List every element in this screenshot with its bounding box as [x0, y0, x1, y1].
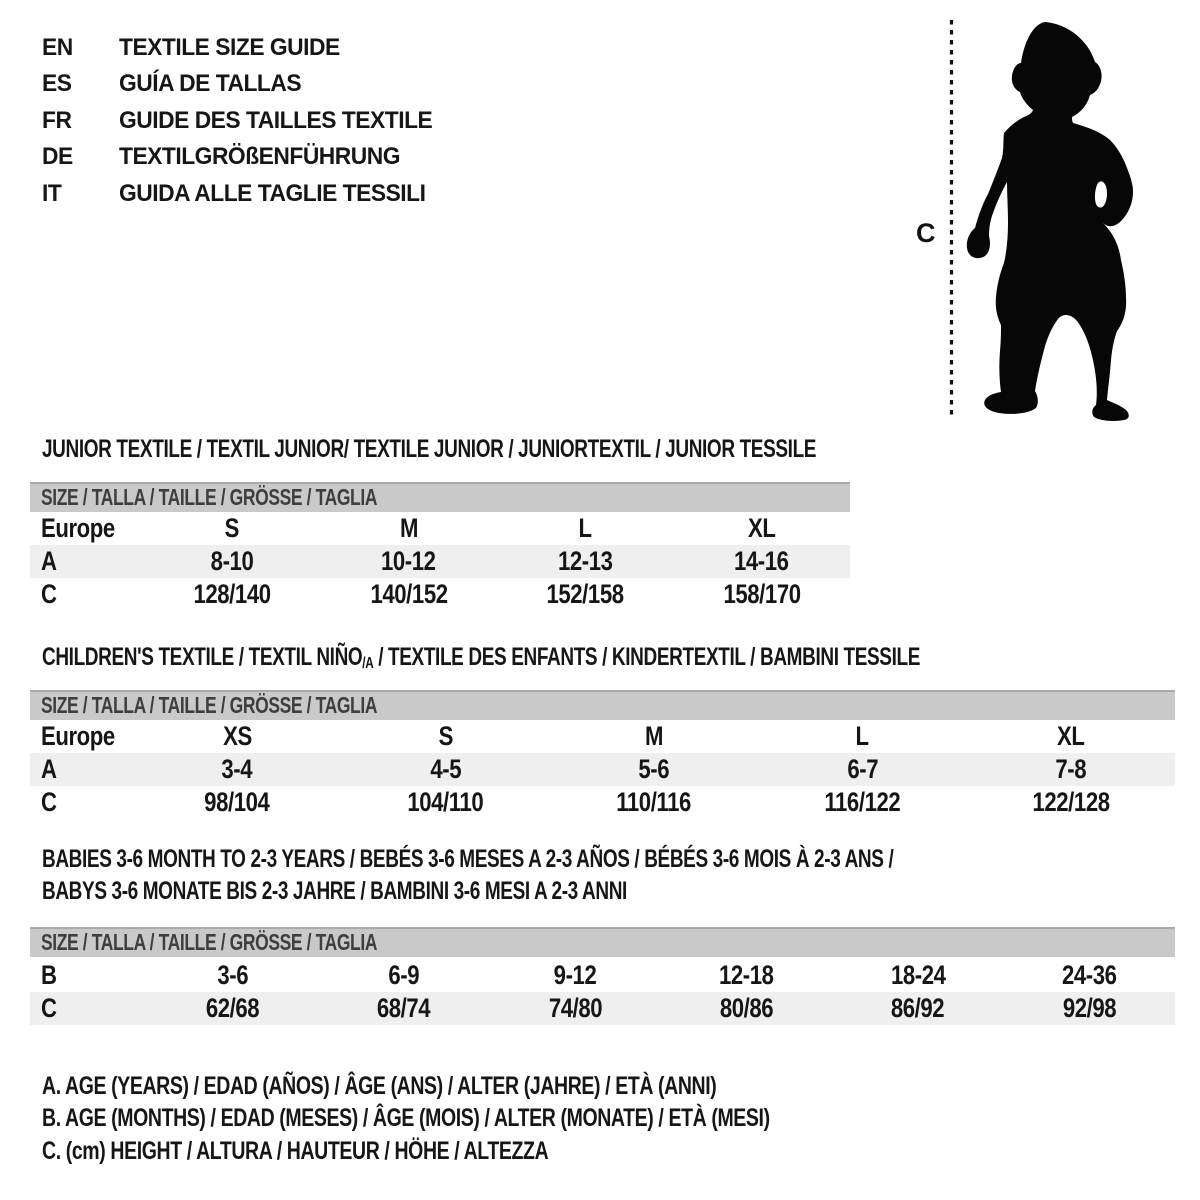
row-label-text: B — [41, 960, 57, 990]
table-row — [30, 992, 1175, 1025]
section-title-line — [30, 846, 1175, 878]
table-cell-text: M — [644, 721, 664, 751]
table-cell-text: 6-7 — [847, 754, 878, 784]
row-label-text: Europe — [41, 513, 115, 543]
section-title-text — [42, 436, 816, 462]
table-row — [30, 786, 1175, 819]
table-cell-text: 158/170 — [723, 579, 801, 609]
table-cell-text: L — [855, 721, 869, 751]
language-code-text: EN — [42, 34, 73, 61]
table-cell — [1004, 959, 1175, 992]
size-header-bar — [30, 927, 1175, 957]
language-title — [119, 30, 351, 66]
toddler-silhouette-icon — [967, 22, 1133, 421]
row-label-text: C — [41, 993, 57, 1023]
table-cell — [550, 720, 758, 753]
table-cell — [133, 786, 341, 819]
table-cell — [133, 720, 341, 753]
table-cell-text: XL — [748, 513, 776, 543]
size-table — [30, 959, 1175, 1025]
table-cell — [133, 753, 341, 786]
table-cell — [144, 578, 321, 611]
table-cell-text: 8-10 — [210, 546, 254, 576]
table-cell-text: XL — [1057, 721, 1085, 751]
row-label — [30, 992, 147, 1025]
baby-height-figure — [900, 10, 1160, 430]
row-label-text: C — [41, 787, 57, 817]
table-cell-text: 12-13 — [557, 546, 613, 576]
row-label-text: C — [41, 579, 57, 609]
table-cell-text: 62/68 — [205, 993, 260, 1023]
section-title-line — [30, 878, 1175, 910]
language-code — [42, 176, 119, 212]
table-cell-text: S — [225, 513, 240, 543]
title-segment: JUNIOR TEXTILE / TEXTIL JUNIOR/ TEXTILE JUNIOR / JUNIORTEXTIL / JUNIOR TESSILE — [42, 435, 817, 463]
table-cell — [341, 720, 549, 753]
table-row — [30, 753, 1175, 786]
table-cell-text: L — [578, 513, 592, 543]
language-title-text: GUIDA ALLE TAGLIE TESSILI — [119, 179, 426, 207]
section-title — [30, 846, 1175, 910]
section-title — [30, 644, 1175, 676]
row-label — [30, 753, 133, 786]
table-row — [30, 959, 1175, 992]
table-cell-text: 110/116 — [616, 787, 692, 817]
table-cell-text: 4-5 — [430, 754, 461, 784]
language-row — [42, 103, 449, 139]
table-cell-text: 152/158 — [546, 579, 624, 609]
language-title-text: GUIDE DES TAILLES TEXTILE — [119, 106, 433, 134]
table-cell-text: 10-12 — [381, 546, 437, 576]
table-cell — [832, 959, 1003, 992]
table-cell — [490, 992, 661, 1025]
table-cell-text: M — [399, 513, 418, 543]
size-header-bar — [30, 690, 1175, 720]
language-code-text: IT — [42, 179, 62, 207]
table-cell-text: 128/140 — [193, 579, 271, 609]
size-table — [30, 720, 1175, 819]
table-cell-text: 7-8 — [1055, 754, 1087, 784]
section-childrens-textile — [30, 643, 1175, 817]
row-label — [30, 786, 133, 819]
table-cell-text: 92/98 — [1062, 993, 1116, 1023]
legend-line-text: A. AGE (YEARS) / EDAD (AÑOS) / ÂGE (ANS) / ALTER (JAHRE) / ETÀ (ANNI) — [42, 1072, 717, 1100]
legend-line-text: C. (cm) HEIGHT / ALTURA / HAUTEUR / HÖHE / ALTEZZA — [42, 1136, 549, 1165]
table-row — [30, 720, 1175, 753]
language-code — [42, 103, 119, 139]
table-cell — [1004, 992, 1175, 1025]
table-cell — [497, 512, 674, 545]
table-cell — [341, 786, 549, 819]
language-code — [42, 66, 119, 102]
row-label-text: A — [41, 754, 57, 784]
row-label — [30, 959, 147, 992]
size-header-text: SIZE / TALLA / TAILLE / GRÖSSE / TAGLIA — [41, 692, 378, 718]
table-cell — [550, 753, 758, 786]
section-title — [30, 436, 850, 468]
title-segment: BABYS 3-6 MONATE BIS 2-3 JAHRE / BAMBINI 3-6 MESI A 2-3 ANNI — [42, 877, 627, 905]
table-cell-text: 74/80 — [548, 993, 603, 1023]
language-row — [42, 176, 449, 212]
language-title-text: TEXTILE SIZE GUIDE — [119, 34, 340, 61]
table-cell-text: 140/152 — [370, 579, 448, 609]
table-cell — [147, 992, 318, 1025]
table-cell — [341, 753, 549, 786]
table-cell-text: 116/122 — [824, 787, 901, 817]
height-measure-label: C — [916, 218, 936, 248]
table-cell-text: 86/92 — [891, 993, 945, 1023]
table-cell-text: XS — [222, 721, 252, 751]
table-row — [30, 578, 850, 611]
measurement-legend — [42, 1070, 975, 1167]
table-cell-text: S — [438, 721, 453, 751]
table-cell — [758, 786, 966, 819]
language-row — [42, 30, 449, 66]
language-title — [119, 66, 311, 102]
section-babies-textile — [30, 845, 1175, 1023]
table-row — [30, 545, 850, 578]
table-cell — [661, 992, 832, 1025]
table-cell-text: 104/110 — [407, 787, 484, 817]
table-cell-text: 14-16 — [734, 546, 790, 576]
table-cell-text: 122/128 — [1032, 787, 1110, 817]
language-title-list — [42, 30, 449, 212]
table-cell — [497, 578, 674, 611]
table-cell-text: 24-36 — [1062, 960, 1117, 990]
section-title-text — [42, 644, 920, 677]
table-cell — [967, 753, 1175, 786]
table-cell — [318, 992, 489, 1025]
table-cell — [147, 959, 318, 992]
size-header-text: SIZE / TALLA / TAILLE / GRÖSSE / TAGLIA — [41, 929, 378, 955]
language-title — [119, 176, 442, 212]
table-cell — [321, 545, 498, 578]
title-segment: CHILDREN'S TEXTILE / TEXTIL NIÑO — [42, 643, 363, 671]
table-cell-text: 18-24 — [890, 960, 946, 990]
table-cell — [674, 578, 851, 611]
size-header-text: SIZE / TALLA / TAILLE / GRÖSSE / TAGLIA — [41, 484, 378, 510]
table-cell-text: 12-18 — [719, 960, 774, 990]
language-row — [42, 66, 449, 102]
language-title — [119, 139, 415, 175]
section-junior-textile — [30, 435, 850, 609]
table-cell-text: 68/74 — [377, 993, 431, 1023]
table-cell-text: 3-4 — [221, 754, 253, 784]
table-cell — [144, 545, 321, 578]
table-cell — [967, 786, 1175, 819]
table-cell — [832, 992, 1003, 1025]
table-cell — [497, 545, 674, 578]
table-cell — [490, 959, 661, 992]
table-cell-text: 9-12 — [553, 960, 597, 990]
language-row — [42, 139, 449, 175]
row-label-text: Europe — [41, 721, 115, 751]
table-cell — [144, 512, 321, 545]
legend-line — [42, 1102, 975, 1134]
section-title-line — [30, 436, 850, 468]
language-title-text: TEXTILGRÖßENFÜHRUNG — [119, 143, 401, 171]
section-title-text — [42, 878, 627, 904]
table-cell — [318, 959, 489, 992]
language-code-text: ES — [42, 70, 72, 98]
table-cell-text: 5-6 — [638, 754, 670, 784]
row-label-text: A — [41, 546, 57, 576]
row-label — [30, 545, 144, 578]
table-cell-text: 3-6 — [217, 960, 249, 990]
row-label — [30, 720, 133, 753]
legend-line-text: B. AGE (MONTHS) / EDAD (MESES) / ÂGE (MOIS) / ALTER (MONATE) / ETÀ (MESI) — [42, 1104, 770, 1133]
title-segment: BABIES 3-6 MONTH TO 2-3 YEARS / BEBÉS 3-6 MESES A 2-3 AÑOS / BÉBÉS 3-6 MOIS À 2-3 ANS / — [42, 845, 894, 873]
legend-line — [42, 1070, 975, 1102]
table-cell — [758, 720, 966, 753]
table-cell — [321, 578, 498, 611]
language-code-text: FR — [42, 106, 72, 134]
table-cell — [674, 545, 851, 578]
row-label — [30, 578, 144, 611]
legend-line — [42, 1135, 975, 1167]
title-segment: / TEXTILE DES ENFANTS / KINDERTEXTIL / BAMBINI TESSILE — [373, 643, 921, 671]
size-table — [30, 512, 850, 611]
table-cell — [321, 512, 498, 545]
table-cell — [967, 720, 1175, 753]
section-title-line — [30, 644, 1175, 676]
row-label — [30, 512, 144, 545]
title-subscript: /A — [362, 654, 374, 672]
table-cell-text: 98/104 — [204, 787, 270, 817]
language-title-text: GUÍA DE TALLAS — [119, 70, 302, 98]
table-cell — [758, 753, 966, 786]
language-title — [119, 103, 449, 139]
table-cell-text: 6-9 — [388, 960, 420, 990]
table-row — [30, 512, 850, 545]
section-title-text — [42, 846, 893, 872]
language-code — [42, 30, 119, 66]
table-cell — [661, 959, 832, 992]
size-header-bar — [30, 482, 850, 512]
language-code — [42, 139, 119, 175]
table-cell-text: 80/86 — [719, 993, 774, 1023]
table-cell — [674, 512, 851, 545]
table-cell — [550, 786, 758, 819]
language-code-text: DE — [42, 143, 73, 171]
